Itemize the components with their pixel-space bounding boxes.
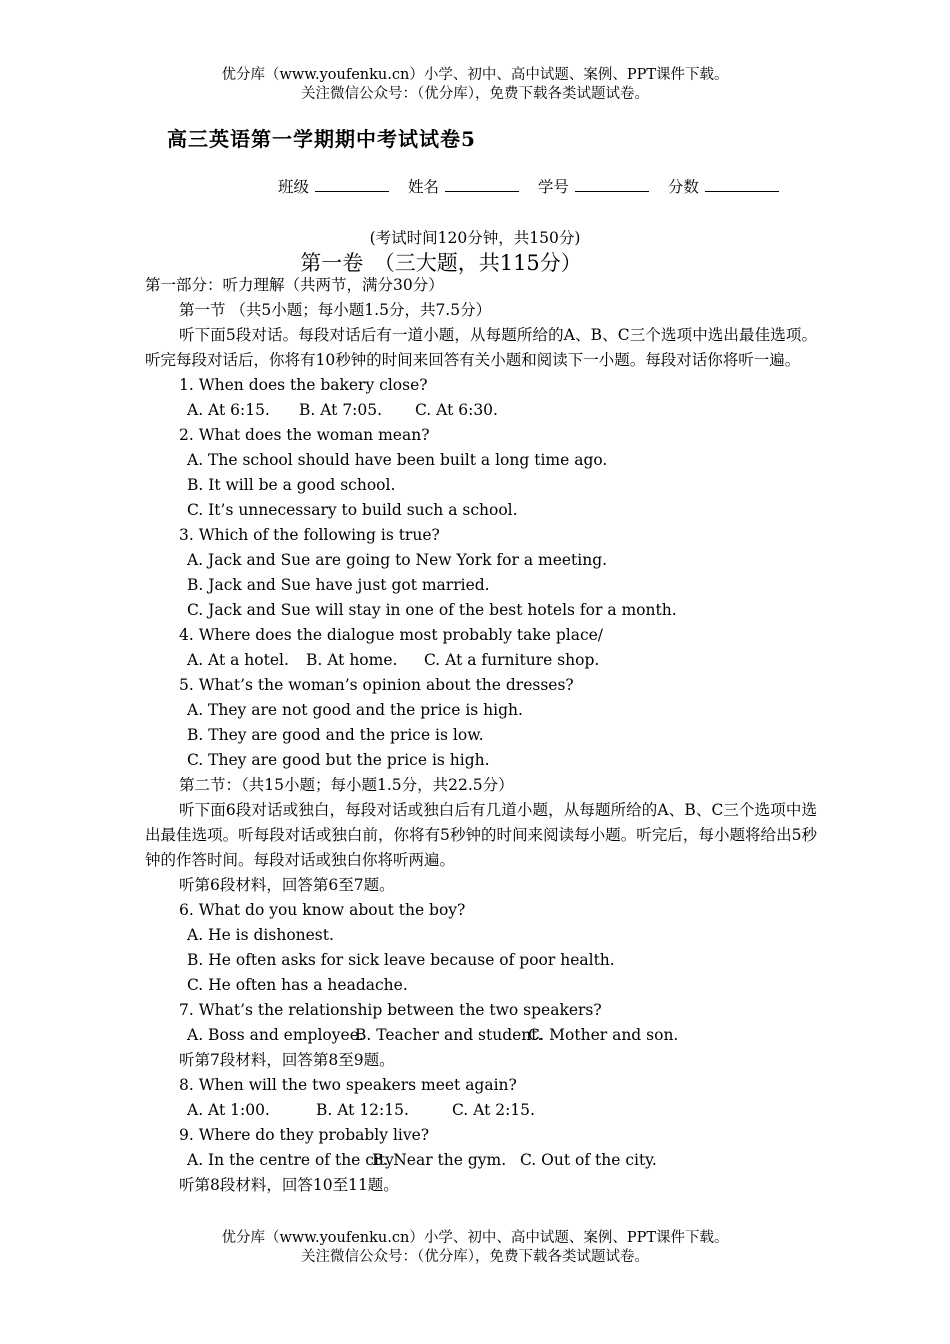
score-blank [705,179,779,192]
option-a: A. At a hotel. [187,651,289,669]
footer-line-2: 关注微信公众号：（优分库），免费下载各类试题试卷。 [301,1249,649,1265]
exam-content [145,273,817,1198]
option-b: B. Teacher and student. [355,1026,543,1044]
material-8-note: 听第8段材料，回答10至11题。 [179,1176,399,1194]
option-b: B. Near the gym. [372,1151,507,1169]
name-label: 姓名 [407,178,439,196]
option-a: A. At 6:15. [187,401,270,419]
option-b: B. At 7:05. [299,401,383,419]
class-label: 班级 [278,178,310,196]
question-6: 6. What do you know about the boy? [179,901,466,919]
option-c: C. It’s unnecessary to build such a school. [187,501,518,519]
option-b: B. At home. [306,651,398,669]
option-c: C. At 2:15. [452,1101,535,1119]
material-7-note: 听第7段材料，回答第8至9题。 [179,1051,395,1069]
option-b: B. They are good and the price is low. [187,726,484,744]
option-b: B. He often asks for sick leave because of poor health. [187,951,615,969]
number-blank [575,179,649,192]
option-c: C. They are good but the price is high. [187,751,490,769]
number-label: 学号 [537,178,569,196]
section2-heading: 第二节：（共15小题；每小题1.5分，共22.5分） [179,776,514,794]
option-b: B. It will be a good school. [187,476,396,494]
material-6-note: 听第6段材料，回答第6至7题。 [179,876,395,894]
question-5: 5. What’s the woman’s opinion about the dresses? [179,676,574,694]
question-9-options [145,1148,817,1173]
question-8: 8. When will the two speakers meet again? [179,1076,517,1094]
name-blank [445,179,519,192]
question-7-options [145,1023,817,1048]
score-label: 分数 [667,178,699,196]
footer-line-1: 优分库（www.youfenku.cn）小学、初中、高中试题、案例、PPT课件下载。 [221,1230,729,1246]
option-a: A. Boss and employee. [187,1026,364,1044]
exam-time: (考试时间120分钟，共150分) [369,229,581,247]
question-1: 1. When does the bakery close? [179,376,428,394]
question-4: 4. Where does the dialogue most probably take place/ [179,626,604,644]
option-c: C. Jack and Sue will stay in one of the best hotels for a month. [187,601,677,619]
part1-heading: 第一部分：听力理解（共两节，满分30分） [145,276,444,294]
option-a: A. Jack and Sue are going to New York for a meeting. [187,551,608,569]
section2-instructions: 听下面6段对话或独白，每段对话或独白后有几道小题，从每题所给的A、B、C三个选项中选出最佳选项。听每段对话或独白前，你将有5秒钟的时间来阅读每小题。听完后，每小题将给出5秒钟的作答时间。每段对话或独白你将听两遍。 [145,801,817,869]
header-line-2: 关注微信公众号：（优分库），免费下载各类试题试卷。 [301,86,649,102]
student-info-row [278,175,793,197]
question-1-options [145,398,817,423]
section1-instructions: 听下面5段对话。每段对话后有一道小题，从每题所给的A、B、C三个选项中选出最佳选项。听完每段对话后，你将有10秒钟的时间来回答有关小题和阅读下一小题。每段对话你将听一遍。 [145,326,817,369]
option-c: C. At a furniture shop. [424,651,600,669]
question-3: 3. Which of the following is true? [179,526,440,544]
option-b: B. Jack and Sue have just got married. [187,576,490,594]
option-a: A. He is dishonest. [187,926,334,944]
question-8-options [145,1098,817,1123]
option-c: C. At 6:30. [415,401,498,419]
question-4-options [145,648,817,673]
option-c: C. Mother and son. [528,1026,679,1044]
exam-title: 高三英语第一学期期中考试试卷5 [167,127,476,151]
section1-heading: 第一节 （共5小题；每小题1.5分，共7.5分） [179,301,492,319]
question-7: 7. What’s the relationship between the two speakers? [179,1001,602,1019]
option-a: A. They are not good and the price is high. [187,701,523,719]
header-line-1: 优分库（www.youfenku.cn）小学、初中、高中试题、案例、PPT课件下载。 [221,67,729,83]
option-a: A. At 1:00. [187,1101,270,1119]
option-c: C. He often has a headache. [187,976,408,994]
question-9: 9. Where do they probably live? [179,1126,430,1144]
volume-heading: 第一卷 （三大题，共115分） [300,251,582,275]
option-a: A. The school should have been built a long time ago. [187,451,608,469]
class-blank [315,179,389,192]
option-c: C. Out of the city. [520,1151,657,1169]
option-a: A. In the centre of the city [187,1151,394,1169]
option-b: B. At 12:15. [316,1101,409,1119]
question-2: 2. What does the woman mean? [179,426,430,444]
